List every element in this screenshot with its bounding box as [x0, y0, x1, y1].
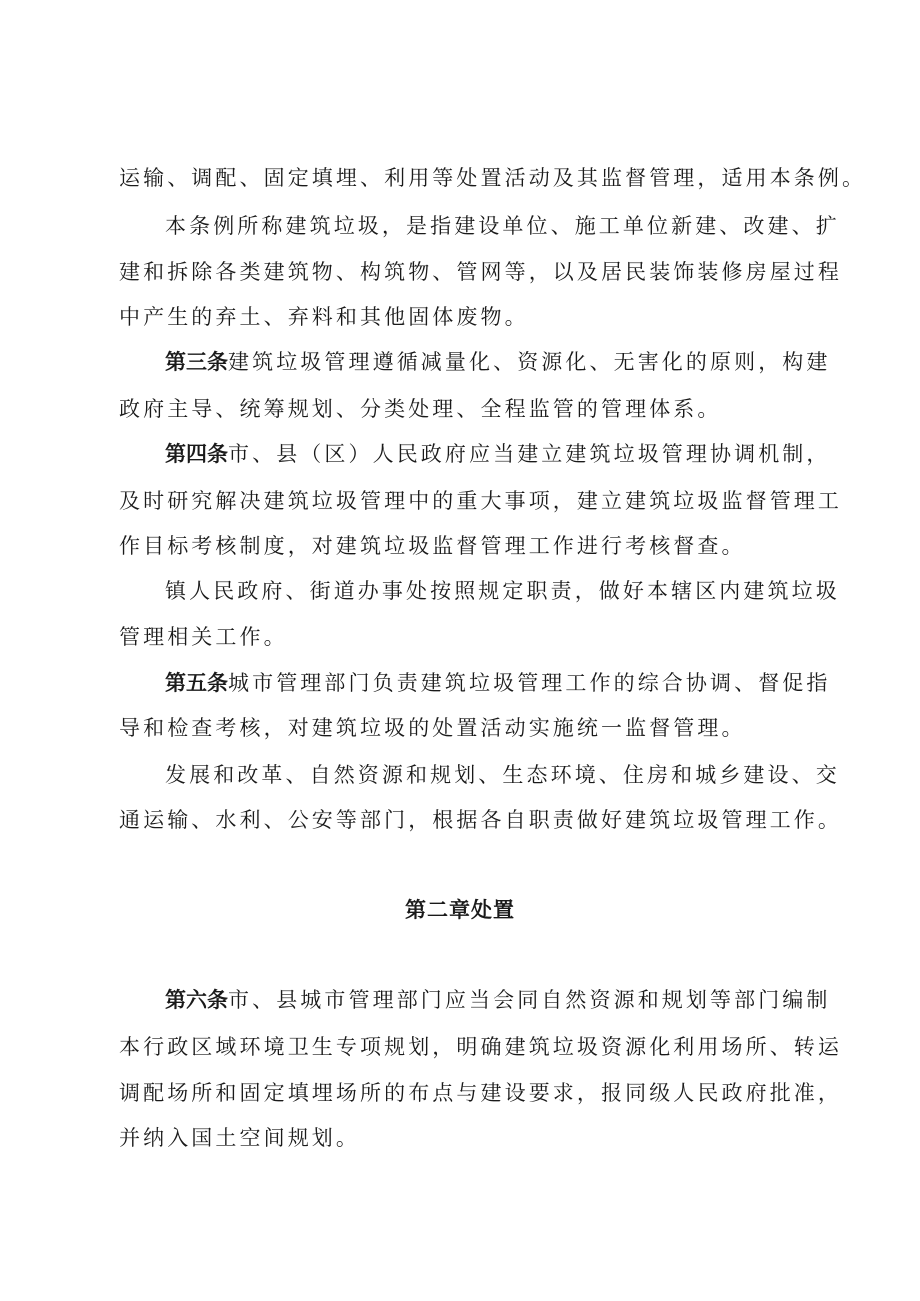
text-line: 本行政区域环境卫生专项规划，明确建筑垃圾资源化利用场所、转运: [119, 1035, 842, 1059]
text-line: 调配场所和固定填埋场所的布点与建设要求，报同级人民政府批准，: [119, 1081, 842, 1105]
paragraph-start: 镇人民政府、街道办事处按照规定职责，做好本辖区内建筑垃圾: [165, 579, 840, 603]
paragraph-start: 本条例所称建筑垃圾，是指建设单位、施工单位新建、改建、扩: [165, 214, 840, 238]
text-line: 运输、调配、固定填埋、利用等处置活动及其监督管理，适用本条例。: [119, 166, 867, 190]
article-5-text: 城市管理部门负责建筑垃圾管理工作的综合协调、督促指: [228, 671, 831, 695]
text-line: 及时研究解决建筑垃圾管理中的重大事项，建立建筑垃圾监督管理工: [119, 489, 842, 513]
text-line: 政府主导、统筹规划、分类处理、全程监管的管理体系。: [119, 397, 722, 421]
article-5-label: 第五条: [165, 670, 228, 695]
text-line: 通运输、水利、公安等部门，根据各自职责做好建筑垃圾管理工作。: [119, 808, 842, 832]
chapter-title: 第二章处置: [405, 897, 515, 922]
article-6: [165, 985, 831, 1015]
text-line: 并纳入国土空间规划。: [119, 1126, 360, 1150]
text-line: 导和检查考核，对建筑垃圾的处置活动实施统一监督管理。: [119, 716, 746, 740]
article-4-text: 市、县（区）人民政府应当建立建筑垃圾管理协调机制，: [228, 442, 831, 466]
article-3-label: 第三条: [165, 349, 228, 374]
text-line: 作目标考核制度，对建筑垃圾监督管理工作进行考核督查。: [119, 534, 746, 558]
text-line: 中产生的弃土、弃料和其他固体废物。: [119, 305, 529, 329]
article-6-label: 第六条: [165, 987, 228, 1012]
text-line: 建和拆除各类建筑物、构筑物、管网等，以及居民装饰装修房屋过程: [119, 260, 842, 284]
article-4: [165, 439, 831, 469]
article-6-text: 市、县城市管理部门应当会同自然资源和规划等部门编制: [228, 988, 831, 1012]
article-3: [165, 347, 831, 377]
paragraph-start: 发展和改革、自然资源和规划、生态环境、住房和城乡建设、交: [165, 763, 840, 787]
text-line: 管理相关工作。: [119, 625, 288, 649]
article-3-text: 建筑垃圾管理遵循减量化、资源化、无害化的原则，构建: [228, 350, 831, 374]
article-5: [165, 668, 831, 698]
article-4-label: 第四条: [165, 441, 228, 466]
